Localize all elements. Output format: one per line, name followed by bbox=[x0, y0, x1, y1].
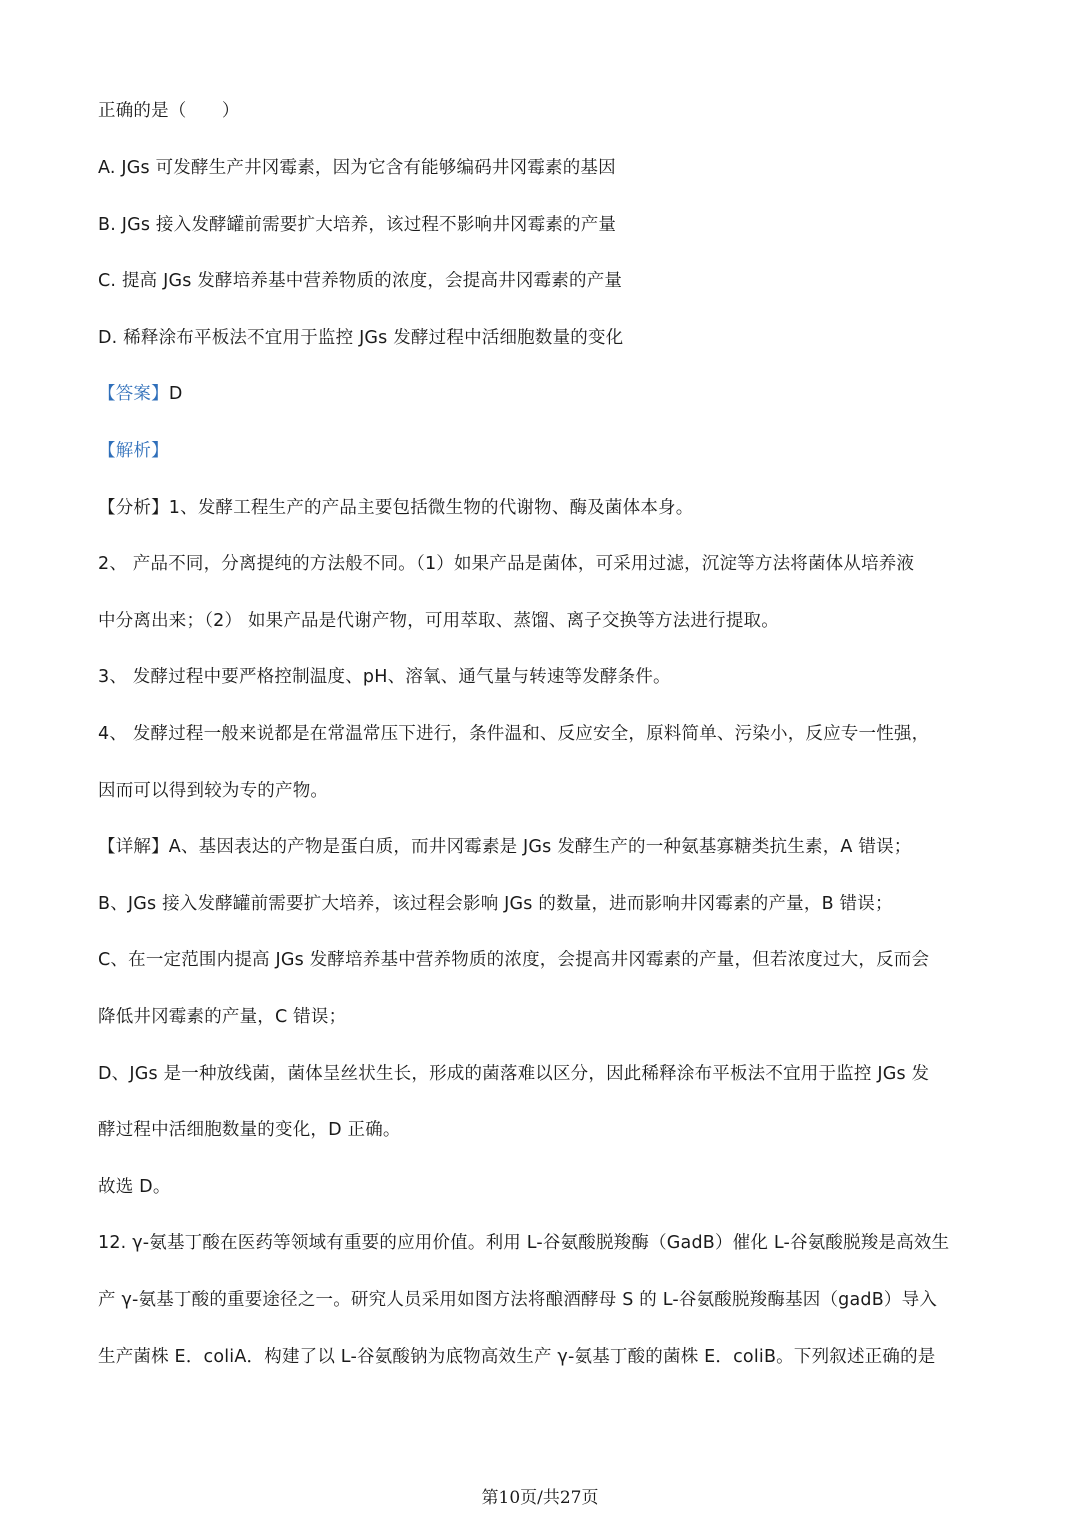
analysis-line: 因而可以得到较为专的产物。 bbox=[98, 781, 329, 801]
conclusion-line: 故选 D。 bbox=[98, 1177, 171, 1197]
analysis-line: 【分析】1、发酵工程生产的产品主要包括微生物的代谢物、酶及菌体本身。 bbox=[98, 498, 694, 518]
detail-line: 降低井冈霉素的产量，C 错误； bbox=[98, 1007, 347, 1027]
question-12-line: 生产菌株 E．coliA．构建了以 L-谷氨酸钠为底物高效生产 γ-氨基丁酸的菌株 E．coliB。下列叙述正确的是 bbox=[98, 1347, 936, 1367]
option-d: D. 稀释涂布平板法不宜用于监控 JGs 发酵过程中活细胞数量的变化 bbox=[98, 328, 624, 348]
question-12-line: 12. γ-氨基丁酸在医药等领域有重要的应用价值。利用 L-谷氨酸脱羧酶（GadB）催化 L-谷氨酸脱羧是高效生 bbox=[98, 1233, 950, 1253]
answer-tag: 【答案】 bbox=[98, 384, 169, 404]
answer-line bbox=[98, 382, 988, 406]
analysis-line: 3、 发酵过程中要严格控制温度、pH、溶氧、通气量与转速等发酵条件。 bbox=[98, 667, 671, 687]
page-number-footer: 第10页/共27页 bbox=[481, 1488, 599, 1508]
detail-line: B、JGs 接入发酵罐前需要扩大培养，该过程会影响 JGs 的数量，进而影响井冈霉素的产量，B 错误； bbox=[98, 894, 893, 914]
analysis-line: 2、 产品不同，分离提纯的方法般不同。（1）如果产品是菌体，可采用过滤，沉淀等方法将菌体从培养液 bbox=[98, 554, 915, 574]
option-b: B. JGs 接入发酵罐前需要扩大培养，该过程不影响井冈霉素的产量 bbox=[98, 215, 617, 235]
detail-line: D、JGs 是一种放线菌，菌体呈丝状生长，形成的菌落难以区分，因此稀释涂布平板法不宜用于监控 JGs 发 bbox=[98, 1064, 930, 1084]
analysis-tag: 【解析】 bbox=[98, 441, 169, 461]
option-a: A. JGs 可发酵生产井冈霉素，因为它含有能够编码井冈霉素的基因 bbox=[98, 158, 616, 178]
option-c: C. 提高 JGs 发酵培养基中营养物质的浓度，会提高井冈霉素的产量 bbox=[98, 271, 623, 291]
analysis-line: 中分离出来；（2） 如果产品是代谢产物，可用萃取、蒸馏、离子交换等方法进行提取。 bbox=[98, 611, 779, 631]
detail-line: 酵过程中活细胞数量的变化，D 正确。 bbox=[98, 1120, 401, 1140]
answer-value: D bbox=[168, 384, 183, 404]
analysis-line: 4、 发酵过程一般来说都是在常温常压下进行，条件温和、反应安全，原料简单、污染小，反应专一性强， bbox=[98, 724, 930, 744]
detail-line: C、在一定范围内提高 JGs 发酵培养基中营养物质的浓度，会提高井冈霉素的产量，但若浓度过大，反而会 bbox=[98, 950, 930, 970]
question-stem-tail: 正确的是（ ） bbox=[98, 101, 240, 121]
detail-line: 【详解】A、基因表达的产物是蛋白质，而井冈霉素是 JGs 发酵生产的一种氨基寡糖类抗生素，A 错误； bbox=[98, 837, 912, 857]
question-12-line: 产 γ-氨基丁酸的重要途径之一。研究人员采用如图方法将酿酒酵母 S 的 L-谷氨酸脱羧酶基因（gadB）导入 bbox=[98, 1290, 938, 1310]
